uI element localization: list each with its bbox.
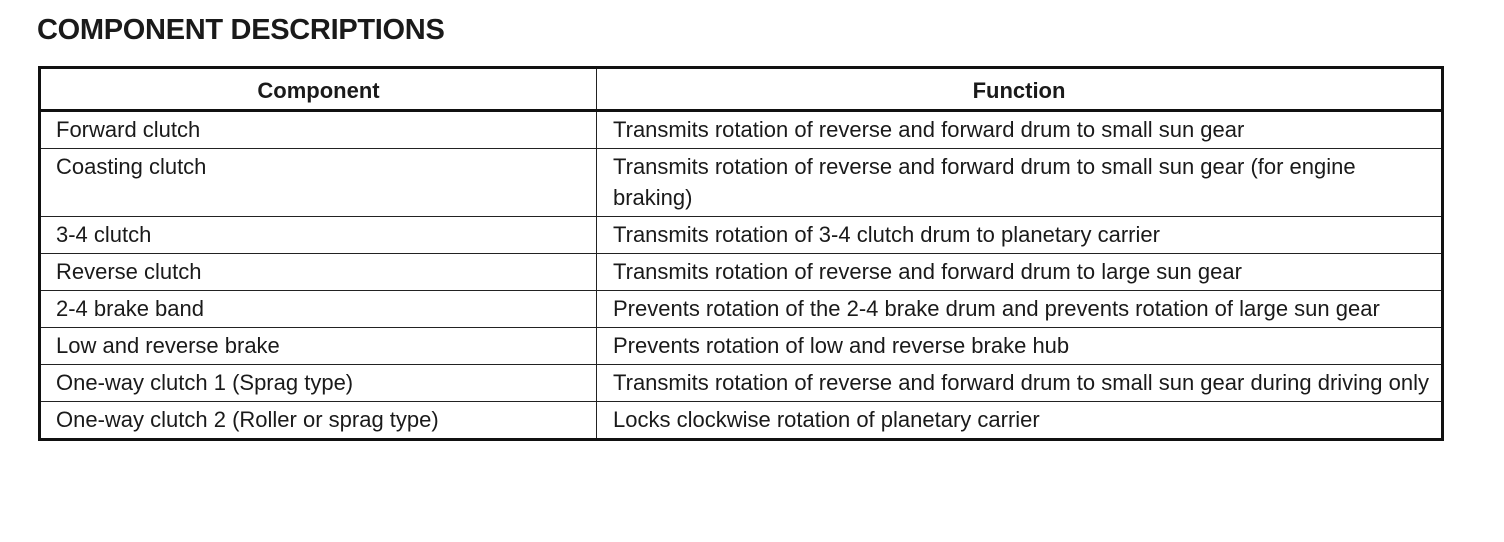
component-cell: One-way clutch 1 (Sprag type): [40, 365, 597, 402]
function-cell: Transmits rotation of reverse and forward drum to small sun gear during driving only: [597, 365, 1443, 402]
function-cell: Prevents rotation of low and reverse brake hub: [597, 328, 1443, 365]
table-row: [40, 291, 1443, 328]
component-cell: 2-4 brake band: [40, 291, 597, 328]
component-cell: 3-4 clutch: [40, 217, 597, 254]
function-cell: Transmits rotation of 3-4 clutch drum to planetary carrier: [597, 217, 1443, 254]
document-title: COMPONENT DESCRIPTIONS: [37, 14, 445, 46]
table-row: [40, 149, 1443, 217]
header-component: Component: [40, 68, 597, 111]
component-cell: Low and reverse brake: [40, 328, 597, 365]
function-cell: Transmits rotation of reverse and forward drum to small sun gear (for engine braking): [597, 149, 1443, 217]
function-cell: Locks clockwise rotation of planetary carrier: [597, 402, 1443, 440]
function-cell: Prevents rotation of the 2-4 brake drum and prevents rotation of large sun gear: [597, 291, 1443, 328]
table-row: [40, 111, 1443, 149]
component-cell: Reverse clutch: [40, 254, 597, 291]
component-descriptions-table: [38, 66, 1444, 441]
header-function: Function: [597, 68, 1443, 111]
table-row: [40, 402, 1443, 440]
component-cell: Coasting clutch: [40, 149, 597, 217]
component-cell: Forward clutch: [40, 111, 597, 149]
function-cell: Transmits rotation of reverse and forward drum to small sun gear: [597, 111, 1443, 149]
table-header-row: [40, 68, 1443, 111]
table-row: [40, 328, 1443, 365]
table-row: [40, 254, 1443, 291]
component-cell: One-way clutch 2 (Roller or sprag type): [40, 402, 597, 440]
table-row: [40, 217, 1443, 254]
table-row: [40, 365, 1443, 402]
function-cell: Transmits rotation of reverse and forward drum to large sun gear: [597, 254, 1443, 291]
